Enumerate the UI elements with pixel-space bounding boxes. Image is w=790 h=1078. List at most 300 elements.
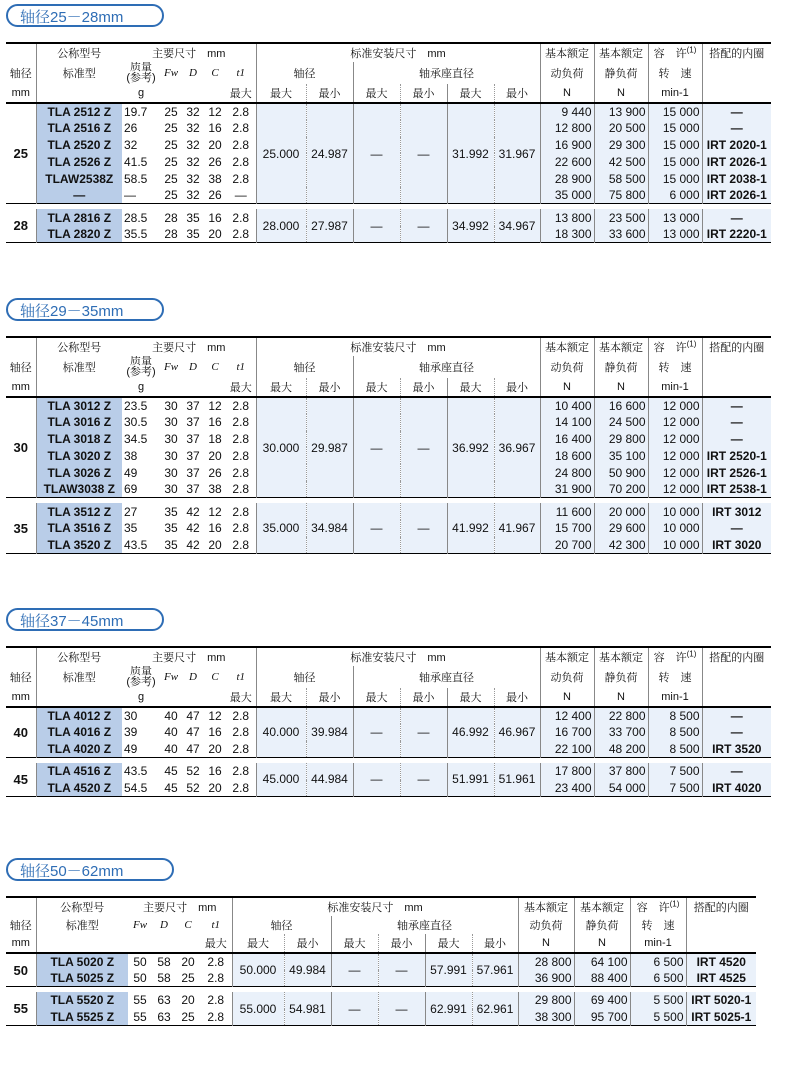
model-number: TLA 3026 Z xyxy=(36,464,122,481)
header-shaft-sub: 轴径 xyxy=(256,666,353,688)
static-load: 33 700 xyxy=(594,724,648,741)
t1-value: 2.8 xyxy=(226,464,256,481)
header-n-unit: N xyxy=(540,378,594,397)
header-speed2: 转 速 xyxy=(648,666,702,688)
header-housing: 轴承座直径 xyxy=(331,916,518,934)
c-value: 26 xyxy=(208,188,222,203)
inner-ring: — xyxy=(702,103,771,120)
header-speed1-text: 容 许 xyxy=(653,652,687,664)
fw-value: 50 xyxy=(133,970,147,985)
shaft-diameter: 45 xyxy=(6,763,36,797)
table-row xyxy=(6,763,771,780)
header-n7-min: 最小 xyxy=(494,84,540,103)
dynamic-load: 23 400 xyxy=(540,780,594,797)
allowable-speed: 12 000 xyxy=(648,481,702,498)
header-shaft-sub: 轴径 xyxy=(232,916,331,934)
header-speed-note: (1) xyxy=(686,649,697,659)
d-value: 63 xyxy=(157,1010,171,1025)
mass-value: — xyxy=(124,188,136,203)
t1-value: 2.8 xyxy=(226,724,256,741)
fw-value: 40 xyxy=(164,708,178,723)
h6-min: 24.987 xyxy=(306,103,353,204)
header-mass-text: 质量 xyxy=(130,62,152,73)
model-number: TLAW3038 Z xyxy=(36,481,122,498)
section-title xyxy=(6,4,164,27)
fw-value: 30 xyxy=(164,398,178,413)
fw-value: 25 xyxy=(164,121,178,136)
inner-ring: — xyxy=(702,431,771,448)
dynamic-load: 29 800 xyxy=(518,992,574,1009)
header-min: 最小 xyxy=(318,382,341,394)
shaft-diameter: 40 xyxy=(6,707,36,757)
header-j7-min: 最小 xyxy=(378,934,425,953)
inner-ring: — xyxy=(702,763,771,780)
d-value: 32 xyxy=(186,188,200,203)
allowable-speed: 12 000 xyxy=(648,447,702,464)
mass-value: 35.5 xyxy=(124,227,148,242)
header-main-dim-text: 主要尺寸 xyxy=(152,652,197,664)
t1-value: 2.8 xyxy=(226,741,256,758)
j7-max: — xyxy=(353,397,400,498)
header-main-dim xyxy=(122,43,256,62)
header-blank xyxy=(6,897,36,916)
fw-value: 45 xyxy=(164,780,178,795)
section-title-text: 轴径25－28mm xyxy=(20,9,124,26)
n7-max: 34.992 xyxy=(447,209,494,243)
t1-value: 2.8 xyxy=(200,1009,232,1026)
allowable-speed: 12 000 xyxy=(648,414,702,431)
dynamic-load: 10 400 xyxy=(540,397,594,414)
table-row xyxy=(6,992,756,1009)
dynamic-load: 12 400 xyxy=(540,707,594,724)
inner-ring: — xyxy=(702,120,771,137)
header-sta1: 基本额定 xyxy=(594,337,648,356)
header-mass xyxy=(122,356,160,378)
header-row xyxy=(6,916,756,934)
section-title-text: 轴径50－62mm xyxy=(20,863,124,880)
header-sta1: 基本额定 xyxy=(574,897,630,916)
d-value: 52 xyxy=(186,764,200,779)
header-row xyxy=(6,43,771,62)
t1-value: 2.8 xyxy=(226,103,256,120)
fw-value: 25 xyxy=(164,154,178,169)
d-value: 32 xyxy=(186,154,200,169)
t1-value: 2.8 xyxy=(226,153,256,170)
h6-max: 50.000 xyxy=(232,953,284,987)
n7-min: 57.961 xyxy=(472,953,518,987)
header-nominal: 公称型号 xyxy=(36,43,122,62)
inner-ring: IRT 2026-1 xyxy=(702,187,771,204)
header-speed2: 转 速 xyxy=(630,916,686,934)
header-h6-min xyxy=(306,84,353,103)
inner-ring: IRT 3020 xyxy=(702,537,771,554)
header-install-unit: mm xyxy=(427,342,446,354)
mass-value: 26 xyxy=(124,121,138,136)
mass-value: 41.5 xyxy=(124,154,148,169)
static-load: 20 000 xyxy=(594,503,648,520)
t1-value: 2.8 xyxy=(226,481,256,498)
header-d: D xyxy=(189,67,197,79)
model-number: TLA 3520 Z xyxy=(36,537,122,554)
header-h6-max xyxy=(256,688,306,707)
mass-value: 30 xyxy=(124,708,138,723)
fw-value: 35 xyxy=(164,521,178,536)
header-n-unit: N xyxy=(594,378,648,397)
header-n-unit: N xyxy=(540,84,594,103)
shaft-diameter: 28 xyxy=(6,209,36,243)
model-number: TLA 2820 Z xyxy=(36,226,122,243)
section xyxy=(6,4,786,242)
n7-min: 36.967 xyxy=(494,397,540,498)
model-number: TLA 5525 Z xyxy=(36,1009,128,1026)
header-sta2: 静负荷 xyxy=(594,62,648,84)
table-bottom-rule xyxy=(6,1026,756,1027)
d-value: 35 xyxy=(186,227,200,242)
h6-max: 55.000 xyxy=(232,992,284,1026)
header-mass-text: 质量 xyxy=(130,666,152,677)
inner-ring: — xyxy=(702,209,771,226)
header-std-type: 标准型 xyxy=(62,672,96,684)
t1-value: — xyxy=(226,187,256,204)
header-j7-max: 最大 xyxy=(353,688,400,707)
header-install-unit: mm xyxy=(427,652,446,664)
n7-max: 57.991 xyxy=(425,953,472,987)
allowable-speed: 8 500 xyxy=(648,707,702,724)
table-row xyxy=(6,209,771,226)
header-c: C xyxy=(211,67,219,79)
header-install-text: 标准安装尺寸 xyxy=(350,652,417,664)
c-value: 20 xyxy=(208,227,222,242)
header-speed-note: (1) xyxy=(686,45,697,55)
allowable-speed: 7 500 xyxy=(648,763,702,780)
table-bottom-rule xyxy=(6,243,771,244)
header-n7-max: 最大 xyxy=(447,84,494,103)
section xyxy=(6,858,786,1025)
allowable-speed: 6 000 xyxy=(648,187,702,204)
header-main-dim-unit: mm xyxy=(207,48,226,60)
fw-value: 28 xyxy=(164,227,178,242)
header-c: C xyxy=(184,919,192,931)
static-load: 37 800 xyxy=(594,763,648,780)
static-load: 29 800 xyxy=(594,431,648,448)
allowable-speed: 8 500 xyxy=(648,724,702,741)
dynamic-load: 18 600 xyxy=(540,447,594,464)
c-value: 20 xyxy=(181,954,195,969)
model-number: TLA 5520 Z xyxy=(36,992,128,1009)
table-row xyxy=(6,103,771,120)
header-main-dim xyxy=(122,337,256,356)
inner-ring: IRT 5025-1 xyxy=(686,1009,756,1026)
fw-value: 35 xyxy=(164,538,178,553)
t1-value: 2.8 xyxy=(226,120,256,137)
inner-ring: — xyxy=(702,397,771,414)
model-number: TLA 4520 Z xyxy=(36,780,122,797)
j7-max: — xyxy=(353,763,400,797)
h6-max: 30.000 xyxy=(256,397,306,498)
allowable-speed: 15 000 xyxy=(648,170,702,187)
c-value: 20 xyxy=(181,993,195,1008)
j7-max: — xyxy=(331,992,378,1026)
dynamic-load: 16 900 xyxy=(540,137,594,154)
header-n7-min: 最小 xyxy=(472,934,518,953)
header-row xyxy=(6,337,771,356)
allowable-speed: 12 000 xyxy=(648,431,702,448)
mass-value: 23.5 xyxy=(124,398,148,413)
n7-max: 36.992 xyxy=(447,397,494,498)
header-d: D xyxy=(160,919,168,931)
model-number: TLA 3020 Z xyxy=(36,447,122,464)
inner-ring: IRT 4525 xyxy=(686,970,756,987)
static-load: 75 800 xyxy=(594,187,648,204)
d-value: 37 xyxy=(186,415,200,430)
mass-value: 43.5 xyxy=(124,764,148,779)
c-value: 16 xyxy=(208,521,222,536)
fw-value: 40 xyxy=(164,725,178,740)
mass-value: 43.5 xyxy=(124,538,148,553)
n7-max: 62.991 xyxy=(425,992,472,1026)
header-n-unit: N xyxy=(540,688,594,707)
header-j7-min: 最小 xyxy=(400,378,447,397)
header-min: 最小 xyxy=(318,692,341,704)
t1-value: 2.8 xyxy=(200,992,232,1009)
spec-table xyxy=(6,646,771,797)
allowable-speed: 12 000 xyxy=(648,397,702,414)
header-housing: 轴承座直径 xyxy=(353,666,540,688)
header-row xyxy=(6,666,771,688)
dynamic-load: 36 900 xyxy=(518,970,574,987)
static-load: 33 600 xyxy=(594,226,648,243)
j7-max: — xyxy=(353,103,400,204)
header-mass-unit: g xyxy=(122,84,160,103)
header-max: 最大 xyxy=(247,938,270,950)
table-bottom-rule xyxy=(6,554,771,555)
mass-value: 38 xyxy=(124,448,138,463)
header-housing: 轴承座直径 xyxy=(353,62,540,84)
inner-ring: IRT 2038-1 xyxy=(702,170,771,187)
table-row xyxy=(6,707,771,724)
t1-value: 2.8 xyxy=(200,970,232,987)
header-h6-min xyxy=(284,934,331,953)
shaft-diameter: 35 xyxy=(6,503,36,553)
d-value: 47 xyxy=(186,741,200,756)
header-n7-min: 最小 xyxy=(494,688,540,707)
fw-value: 50 xyxy=(133,954,147,969)
header-speed1-text: 容 许 xyxy=(636,902,670,914)
h6-max: 25.000 xyxy=(256,103,306,204)
static-load: 50 900 xyxy=(594,464,648,481)
fw-value: 25 xyxy=(164,137,178,152)
model-number: TLA 3512 Z xyxy=(36,503,122,520)
header-n7-min: 最小 xyxy=(494,378,540,397)
allowable-speed: 10 000 xyxy=(648,537,702,554)
header-mass-ref: (参考) xyxy=(126,676,156,688)
allowable-speed: 15 000 xyxy=(648,137,702,154)
fw-value: 25 xyxy=(164,188,178,203)
allowable-speed: 5 500 xyxy=(630,992,686,1009)
fw-value: 55 xyxy=(133,1010,147,1025)
header-h6-min xyxy=(306,688,353,707)
shaft-diameter: 55 xyxy=(6,992,36,1026)
static-load: 88 400 xyxy=(574,970,630,987)
model-number: TLA 5025 Z xyxy=(36,970,128,987)
section-title xyxy=(6,298,164,321)
n7-max: 51.991 xyxy=(447,763,494,797)
allowable-speed: 13 000 xyxy=(648,209,702,226)
mass-value: 35 xyxy=(124,521,138,536)
header-dyn2: 动负荷 xyxy=(540,62,594,84)
dynamic-load: 11 600 xyxy=(540,503,594,520)
static-load: 54 000 xyxy=(594,780,648,797)
inner-ring: — xyxy=(702,724,771,741)
model-number: TLA 4012 Z xyxy=(36,707,122,724)
dynamic-load: 12 800 xyxy=(540,120,594,137)
header-speed1 xyxy=(630,897,686,916)
header-shaft-label: 轴径 xyxy=(6,916,36,934)
d-value: 47 xyxy=(186,725,200,740)
c-value: 12 xyxy=(208,708,222,723)
header-blank xyxy=(6,647,36,666)
static-load: 95 700 xyxy=(574,1009,630,1026)
h6-max: 28.000 xyxy=(256,209,306,243)
header-mass xyxy=(122,62,160,84)
static-load: 42 500 xyxy=(594,153,648,170)
t1-value: 2.8 xyxy=(226,537,256,554)
d-value: 42 xyxy=(186,538,200,553)
header-n-unit: N xyxy=(574,934,630,953)
mass-value: 34.5 xyxy=(124,431,148,446)
t1-value: 2.8 xyxy=(200,953,232,970)
header-main-dim-unit: mm xyxy=(198,902,217,914)
c-value: 26 xyxy=(208,465,222,480)
n7-min: 34.967 xyxy=(494,209,540,243)
inner-ring: — xyxy=(702,707,771,724)
header-rpm-unit: min-1 xyxy=(648,688,702,707)
header-install-unit: mm xyxy=(404,902,423,914)
d-value: 32 xyxy=(186,121,200,136)
model-number: TLA 4016 Z xyxy=(36,724,122,741)
static-load: 13 900 xyxy=(594,103,648,120)
model-number: TLA 3016 Z xyxy=(36,414,122,431)
header-mass-ref: (参考) xyxy=(126,366,156,378)
header-fw: Fw xyxy=(132,919,148,931)
header-c: C xyxy=(211,671,219,683)
header-inner: 搭配的内圈 xyxy=(702,337,771,356)
model-number: TLA 2516 Z xyxy=(36,120,122,137)
header-n-unit: N xyxy=(518,934,574,953)
inner-ring: IRT 4020 xyxy=(702,780,771,797)
mass-value: 58.5 xyxy=(124,171,148,186)
j7-max: — xyxy=(353,707,400,757)
h6-min: 27.987 xyxy=(306,209,353,243)
header-blank xyxy=(6,43,36,62)
header-std-type: 标准型 xyxy=(62,68,96,80)
static-load: 29 300 xyxy=(594,137,648,154)
static-load: 48 200 xyxy=(594,741,648,758)
t1-value: 2.8 xyxy=(226,170,256,187)
t1-value: 2.8 xyxy=(226,520,256,537)
header-d: D xyxy=(189,361,197,373)
t1-value: 2.8 xyxy=(226,414,256,431)
table-row xyxy=(6,503,771,520)
model-number: TLAW2538Z xyxy=(36,170,122,187)
d-value: 47 xyxy=(186,708,200,723)
header-dyn2: 动负荷 xyxy=(540,356,594,378)
static-load: 24 500 xyxy=(594,414,648,431)
allowable-speed: 12 000 xyxy=(648,464,702,481)
d-value: 58 xyxy=(157,970,171,985)
header-row xyxy=(6,356,771,378)
inner-ring: — xyxy=(702,520,771,537)
header-main-dim-unit: mm xyxy=(207,652,226,664)
header-sta2: 静负荷 xyxy=(574,916,630,934)
c-value: 38 xyxy=(208,482,222,497)
header-min: 最小 xyxy=(296,938,319,950)
static-load: 35 100 xyxy=(594,447,648,464)
header-speed2: 转 速 xyxy=(648,356,702,378)
c-value: 20 xyxy=(208,137,222,152)
header-n7-max: 最大 xyxy=(447,688,494,707)
header-main-dim-text: 主要尺寸 xyxy=(143,902,188,914)
mass-value: 49 xyxy=(124,741,138,756)
allowable-speed: 10 000 xyxy=(648,503,702,520)
fw-value: 30 xyxy=(164,431,178,446)
header-n7-max: 最大 xyxy=(425,934,472,953)
header-t1-max: 最大 xyxy=(200,934,232,953)
d-value: 37 xyxy=(186,465,200,480)
c-value: 20 xyxy=(208,538,222,553)
fw-value: 30 xyxy=(164,415,178,430)
header-h6-max xyxy=(256,84,306,103)
c-value: 20 xyxy=(208,741,222,756)
header-mass-unit: g xyxy=(122,688,160,707)
header-fw: Fw xyxy=(163,671,179,683)
dynamic-load: 35 000 xyxy=(540,187,594,204)
j7-max: — xyxy=(353,503,400,553)
header-t1-max: 最大 xyxy=(226,378,256,397)
model-number: — xyxy=(36,187,122,204)
header-rpm-unit: min-1 xyxy=(630,934,686,953)
header-sta1: 基本额定 xyxy=(594,647,648,666)
header-d: D xyxy=(189,671,197,683)
n7-min: 62.961 xyxy=(472,992,518,1026)
header-t1: t1 xyxy=(226,666,256,688)
inner-ring: IRT 2526-1 xyxy=(702,464,771,481)
h6-min: 29.987 xyxy=(306,397,353,498)
header-blank xyxy=(6,337,36,356)
dynamic-load: 28 800 xyxy=(518,953,574,970)
t1-value: 2.8 xyxy=(226,397,256,414)
shaft-diameter: 30 xyxy=(6,397,36,498)
j7-min: — xyxy=(378,953,425,987)
header-main-dim-unit: mm xyxy=(207,342,226,354)
c-value: 12 xyxy=(208,104,222,119)
inner-ring: IRT 2020-1 xyxy=(702,137,771,154)
allowable-speed: 5 500 xyxy=(630,1009,686,1026)
header-main-dim-text: 主要尺寸 xyxy=(152,342,197,354)
header-row xyxy=(6,84,771,103)
static-load: 69 400 xyxy=(574,992,630,1009)
static-load: 70 200 xyxy=(594,481,648,498)
header-max: 最大 xyxy=(270,382,293,394)
d-value: 32 xyxy=(186,171,200,186)
dynamic-load: 14 100 xyxy=(540,414,594,431)
h6-min: 39.984 xyxy=(306,707,353,757)
header-h6-min xyxy=(306,378,353,397)
j7-max: — xyxy=(331,953,378,987)
h6-min: 34.984 xyxy=(306,503,353,553)
section xyxy=(6,298,786,553)
mass-value: 27 xyxy=(124,504,138,519)
